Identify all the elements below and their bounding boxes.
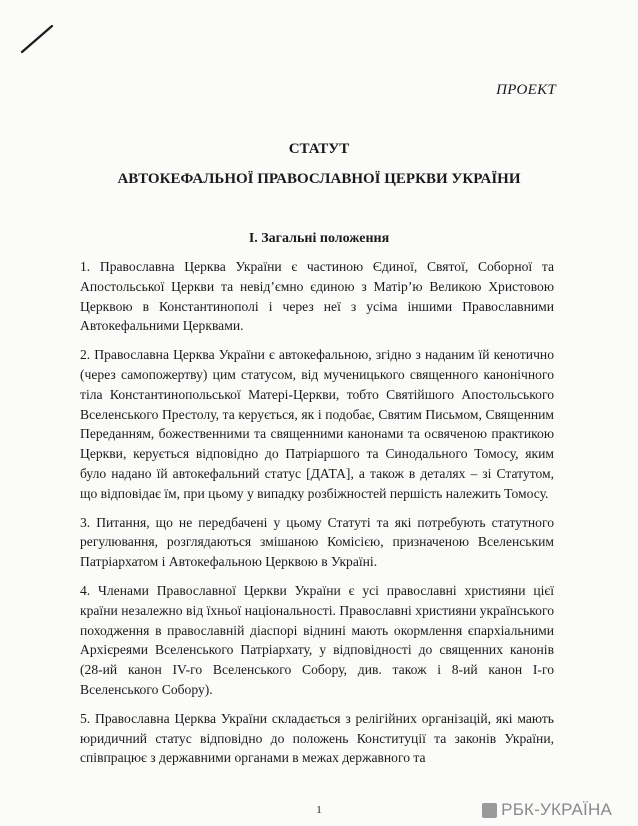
pen-stroke-mark — [20, 24, 54, 54]
paragraph-5: 5. Православна Церква України складається з релігійних організацій, які мають юридичний статус відповідно до положень Конституції та законів України, співпрацює з державними органами в межах державного та — [80, 710, 554, 766]
document-subtitle: АВТОКЕФАЛЬНОЇ ПРАВОСЛАВНОЇ ЦЕРКВИ УКРАЇНИ — [117, 171, 521, 187]
section-heading: I. Загальні положення — [248, 231, 390, 246]
paragraph-3: 3. Питання, що не передбачені у цьому Статуті та які потребують статутного регулювання, розглядаються змішаною Комісією, призначеною Вселенським Патріархатом і Автокефальною Церквою в Україні. — [80, 514, 554, 570]
paragraph-4: 4. Членами Православної Церкви України є усі православні християни цієї країни незалежно від їхньої національності. Православні християни українського походження в православній діаспорі віднині мають окормлення єпархіальними Архієреями Вселенського Патріархату, у відповідності до священних канонів (28-ий канон IV-го Вселенського Собору, див. також і 8-ий канон I-го Вселенського Собору). — [80, 582, 554, 697]
watermark — [482, 800, 612, 820]
page-number: 1 — [316, 804, 322, 816]
paragraph-1: 1. Православна Церква України є частиною Єдиної, Святої, Соборної та Апостольської Церкви та невід’ємно єдиною з Матір’ю Великою Христовою Церквою в Константинополі і через неї з усіма іншими Православними Автокефальними Церквами. — [80, 259, 554, 334]
watermark-logo-icon — [482, 803, 497, 818]
paragraph-2: 2. Православна Церква України є автокефальною, згідно з наданим їй кенотично (через самопожертву) цим статусом, від мученицького священного канонічного тіла Константинопольської Матері-Церкви, тобто Святійшого Апостольського Вселенського Престолу, та керується, як і подобає, Святим Письмом, Священним Переданням, божественними та священними канонами та освяченою практикою Церкви, керується відповідно до Патріаршого та Синодального Томосу, яким було надано їй автокефальний статус [ДАТА], а також в деталях – зі Статутом, що відповідає їм, при цьому у випадку розбіжностей першість належить Томосу. — [80, 347, 554, 501]
watermark-text: РБК-УКРАЇНА — [501, 800, 612, 819]
document-title: СТАТУТ — [288, 141, 350, 157]
draft-label: ПРОЕКТ — [496, 82, 556, 98]
document-body — [80, 257, 554, 777]
